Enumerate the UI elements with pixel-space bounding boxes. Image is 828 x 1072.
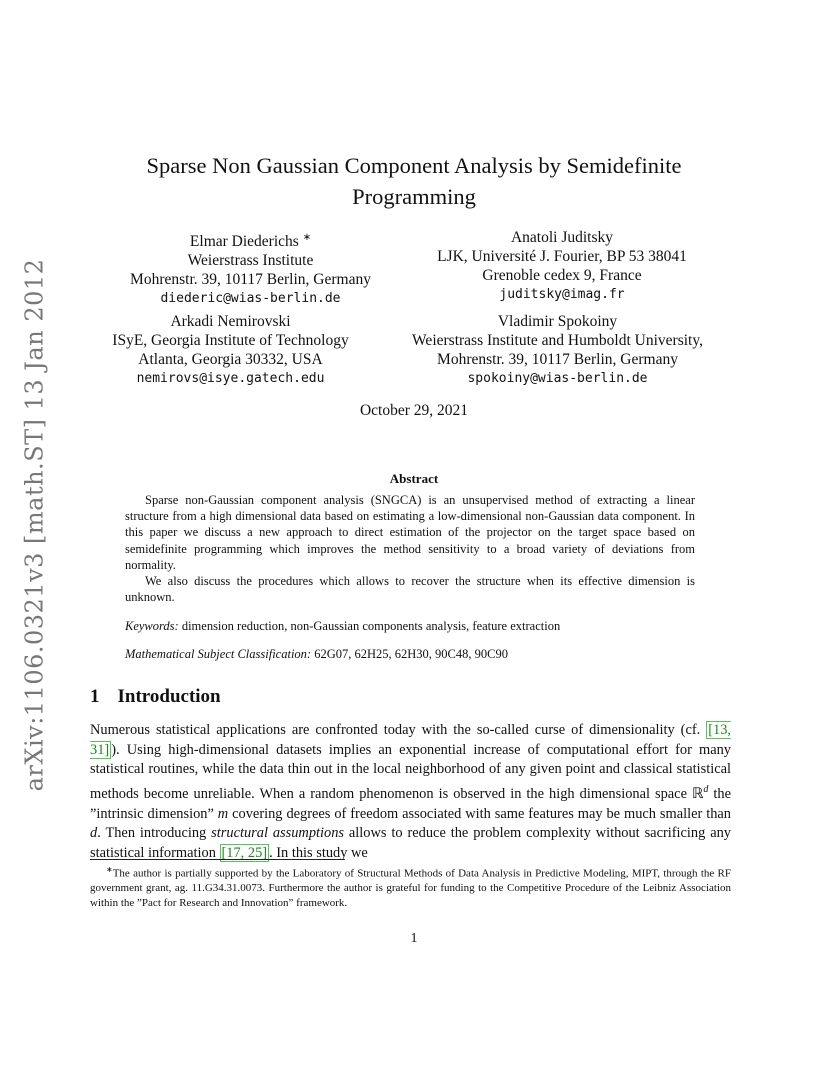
author-email[interactable]: nemirovs@isye.gatech.edu — [136, 371, 325, 386]
title-line-1: Sparse Non Gaussian Component Analysis by Semidefinite — [146, 153, 682, 178]
footnote-rule — [90, 859, 345, 860]
title-line-2: Programming — [352, 184, 476, 209]
author-address: Mohrenstr. 39, 10117 Berlin, Germany — [437, 351, 678, 368]
author-name: Elmar Diederichs — [189, 233, 299, 251]
author-affiliation: ISyE, Georgia Institute of Technology — [112, 332, 349, 349]
citation-link[interactable]: [17, 25] — [221, 845, 268, 862]
author-address: Atlanta, Georgia 30332, USA — [138, 351, 323, 368]
author-block-2 — [412, 228, 712, 304]
page-number: 1 — [410, 931, 418, 946]
keywords-text: dimension reduction, non-Gaussian components analysis, feature extraction — [181, 619, 561, 633]
arxiv-identifier: arXiv:1106.0321v3 [math.ST] 13 Jan 2012 — [20, 258, 49, 792]
footnote — [90, 863, 731, 910]
author-footnote-mark: ∗ — [302, 232, 312, 243]
author-name: Vladimir Spokoiny — [497, 313, 618, 330]
author-name: Anatoli Juditsky — [510, 229, 614, 246]
author-email[interactable]: juditsky@imag.fr — [499, 287, 625, 302]
arxiv-sidebar — [12, 258, 56, 792]
intro-text: allows to reduce the problem complexity without sacrificing any statistical information — [90, 825, 731, 862]
author-affiliation: LJK, Université J. Fourier, BP 53 38041 — [437, 248, 687, 265]
msc-text: 62G07, 62H25, 62H30, 90C48, 90C90 — [314, 647, 508, 661]
paper-title — [90, 150, 738, 212]
abstract-paragraph-2: We also discuss the procedures which allows to recover the structure when its effective dimension is unknown. — [125, 574, 695, 605]
section-heading — [90, 686, 221, 708]
abstract-paragraph-1: Sparse non-Gaussian component analysis (SNGCA) is an unsupervised method of extracting a linear structure from a high dimensional data based on estimating a low-dimensional non-Gaussian data component. In this paper we discuss a new approach to direct estimation of the projector on the target space based on semidefinite programming which improves the method sensitivity to a broad variety of deviations from normality. — [125, 493, 695, 572]
section-title: Introduction — [117, 686, 221, 707]
emphasis: structural assumptions — [211, 825, 345, 842]
author-address: Grenoble cedex 9, France — [482, 267, 642, 284]
math-d: d — [90, 825, 98, 842]
math-reals: ℝ — [691, 785, 704, 802]
abstract-body — [125, 492, 695, 605]
footnote-text: The author is partially supported by the Laboratory of Structural Methods of Data Analysis in Predictive Modeling, MIPT, through the RF government grant, ag. 11.G34.31.0073. Furthermore the author is grateful for funding to the Competitive Procedure of the Leibniz Association within the ”Pact for Research and Innovation” framework. — [90, 867, 731, 909]
citation-link[interactable]: [13, 31] — [90, 722, 731, 758]
author-affiliation: Weierstrass Institute and Humboldt University, — [412, 332, 703, 349]
intro-text: ). Using high-dimensional datasets implies an exponential increase of computational effort for many statistical routines, while the data thin out in the local neighborhood of any given point and classical statistical methods become unreliable. When a random phenomenon is observed in the high dimensional space — [90, 741, 731, 802]
msc-label: Mathematical Subject Classification: — [125, 647, 312, 661]
author-email[interactable]: diederic@wias-berlin.de — [160, 291, 341, 307]
keywords — [125, 619, 695, 634]
author-block-3 — [88, 312, 373, 388]
paper-date: October 29, 2021 — [359, 402, 469, 419]
intro-text: . Then introducing — [97, 825, 212, 842]
math-m: m — [217, 805, 229, 822]
author-block-1 — [108, 228, 393, 308]
footnote-mark: ∗ — [106, 865, 113, 874]
author-name: Arkadi Nemirovski — [170, 313, 291, 330]
author-block-4 — [385, 312, 730, 388]
intro-paragraph — [90, 721, 731, 864]
keywords-label: Keywords: — [125, 619, 179, 633]
abstract-heading: Abstract — [389, 471, 439, 486]
author-email[interactable]: spokoiny@wias-berlin.de — [467, 371, 648, 386]
author-affiliation: Weierstrass Institute — [187, 252, 314, 270]
subject-classification — [125, 647, 695, 662]
math-d: d — [703, 784, 709, 796]
intro-text: the ”intrinsic dimension” — [90, 785, 731, 822]
intro-text: . In this study we — [269, 845, 368, 862]
intro-text: Numerous statistical applications are confronted today with the so-called curse of dimensionality (cf. — [90, 722, 707, 738]
intro-text: covering degrees of freedom associated with same features may be much smaller than — [228, 805, 731, 822]
author-address: Mohrenstr. 39, 10117 Berlin, Germany — [130, 271, 371, 289]
section-number: 1 — [90, 686, 100, 707]
